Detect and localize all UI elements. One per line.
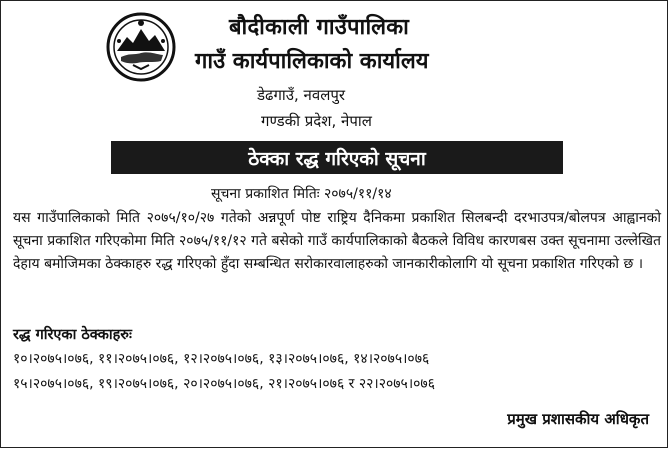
- notice-body: यस गाउँपालिकाको मिति २०७५/१०/२७ गतेको अन्नपूर्ण पोष्ट राष्ट्रिय दैनिकमा प्रकाशित सिलबन्दी दरभाउपत्र/बोलपत्र आह्वानको सूचना प्रकाशित गरिएकोमा मिति २०७५/११/१२ गते बसेको गाउँ कार्यपालिकाको बैठकले विविध कारणबस उक्त सूचनामा उल्लेखित देहाय बमोजिमका ठेक्काहरु रद्ध गरिएको हुँदा सम्बन्धित सरोकारवालाहरुको जानकारीकोलागि यो सूचना प्रकाशित गरिएको छ ।: [13, 210, 661, 272]
- cancelled-contracts-line-1: १०।२०७५।०७६, ११।२०७५।०७६, १२।२०७५।०७६, १३।२०७५।०७६, १४।२०७५।०७६: [13, 351, 430, 367]
- address-line-2: गण्डकी प्रदेश, नेपाल: [261, 112, 372, 130]
- office-title: गाउँ कार्यपालिकाको कार्यालय: [195, 49, 429, 74]
- notice-banner-title: ठेक्का रद्ध गरिएको सूचना: [248, 147, 426, 170]
- cancelled-contracts-line-2: १५।२०७५।०७६, १९।२०७५।०७६, २०।२०७५।०७६, २१।२०७५।०७६ र २२।२०७५।०७६: [13, 376, 435, 392]
- nepal-emblem-icon: [105, 11, 177, 83]
- notice-banner: [111, 141, 563, 174]
- cancelled-contracts-heading: रद्ध गरिएका ठेक्काहरुः: [13, 327, 132, 343]
- municipality-title: बौदीकाली गाउँपालिका: [229, 15, 410, 40]
- address-line-1: डेढगाउँ, नवलपुर: [257, 86, 346, 104]
- signatory-title: प्रमुख प्रशासकीय अधिकृत: [507, 410, 649, 428]
- published-date: सूचना प्रकाशित मितिः २०७५/११/१४: [211, 186, 392, 202]
